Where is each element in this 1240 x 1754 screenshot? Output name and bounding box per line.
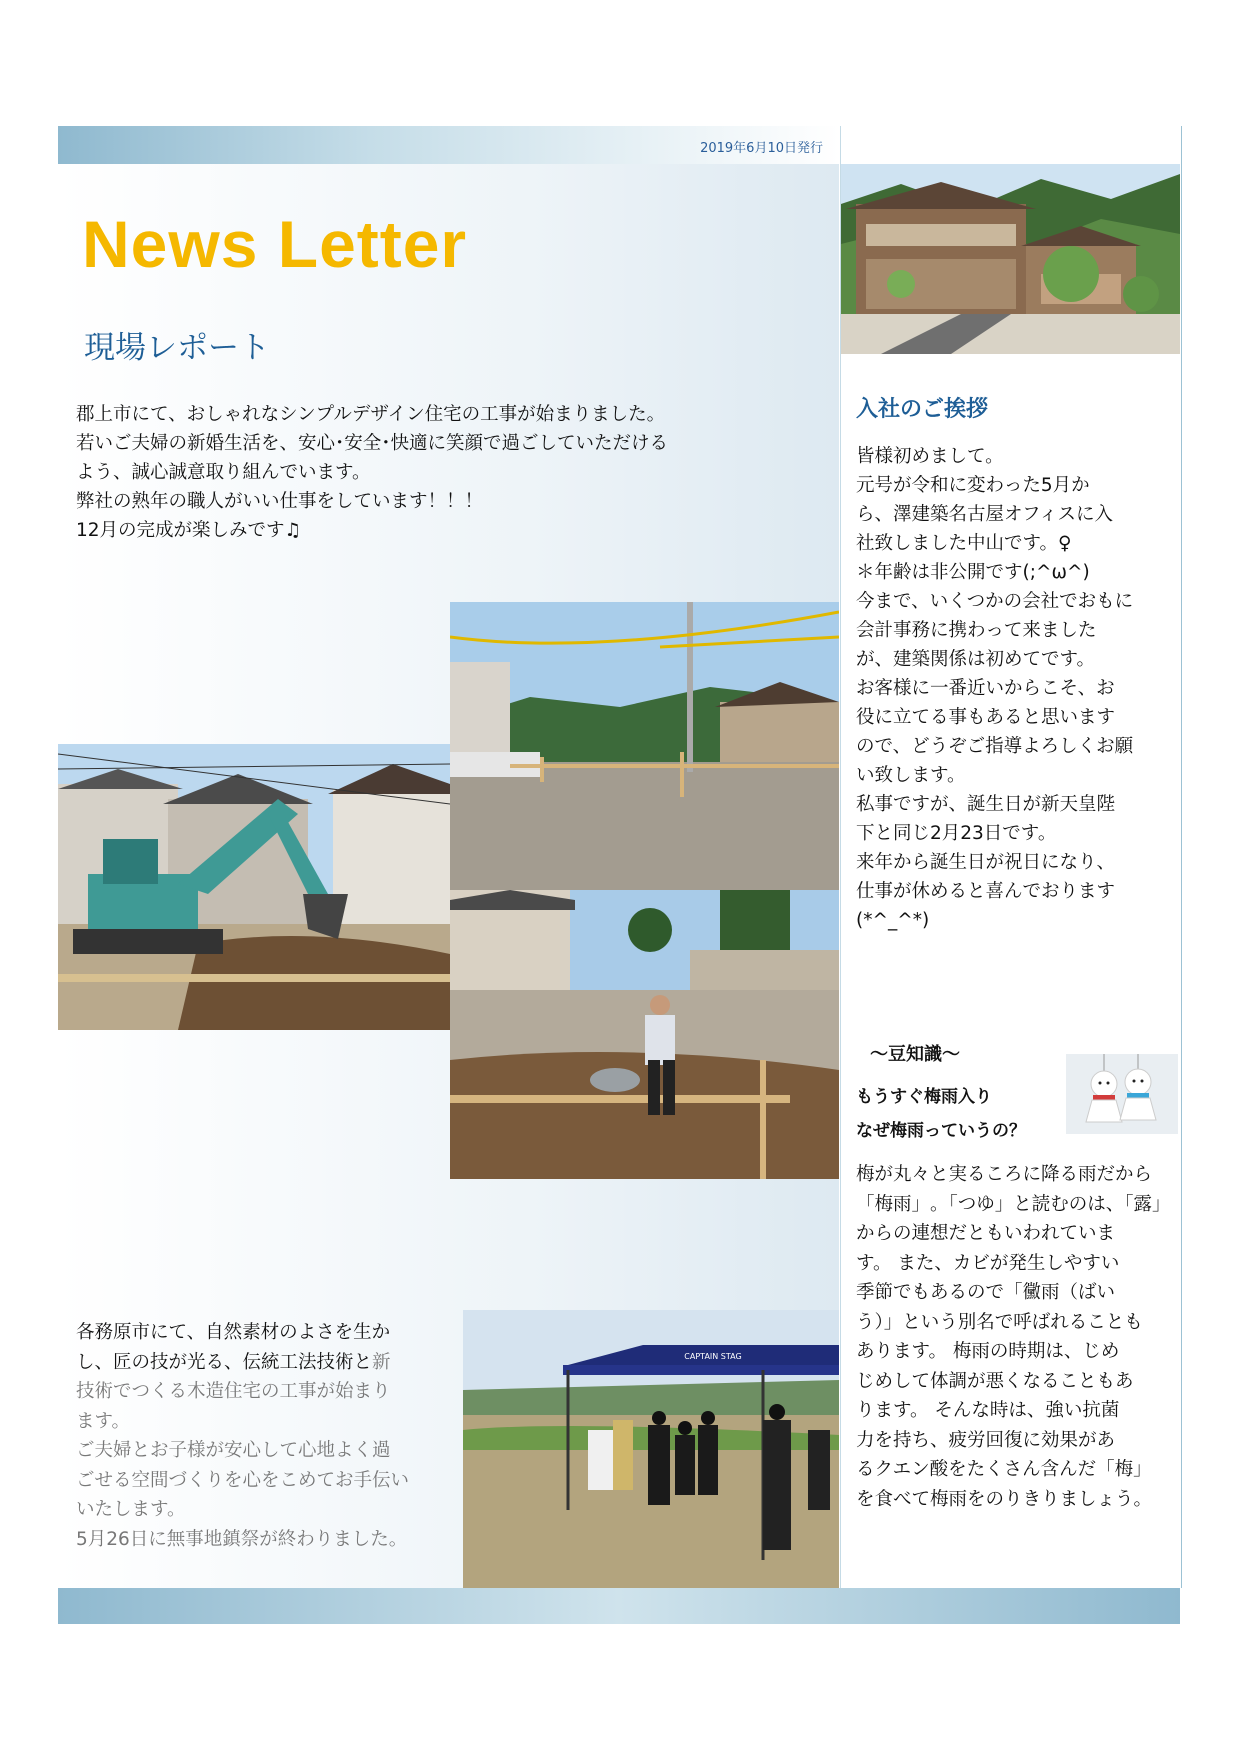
trivia-question-2: なぜ梅雨っていうの？ bbox=[856, 1121, 1026, 1141]
greeting-line: 社致しました中山です。♀ bbox=[856, 533, 1072, 554]
intro-text bbox=[76, 400, 796, 545]
intro-line: よう、誠心誠意取り組んでいます。 bbox=[76, 462, 371, 483]
report-line bbox=[76, 1348, 452, 1378]
greeting-line: 役に立てる事もあると思います bbox=[856, 707, 1116, 728]
greeting-line: 元号が令和に変わった5月か bbox=[856, 475, 1090, 496]
greeting-line: が、建築関係は初めてです。 bbox=[856, 649, 1096, 670]
report-line: ごせる空間づくりを心をこめてお手伝い bbox=[76, 1469, 410, 1491]
section-title: 現場レポート bbox=[84, 330, 270, 366]
greeting-line: 仕事が休めると喜んでおります bbox=[856, 881, 1116, 902]
report-line: 各務原市にて、自然素材のよさを生か bbox=[76, 1322, 391, 1343]
greeting-line: ので、どうぞご指導よろしくお願 bbox=[856, 736, 1134, 757]
greeting-line: 会計事務に携わって来ました bbox=[856, 620, 1097, 641]
trivia-line: ります。 そんな時は、強い抗菌 bbox=[856, 1400, 1120, 1421]
footer-bar bbox=[58, 1588, 1180, 1624]
greeting-line: 来年から誕生日が祝日になり、 bbox=[856, 852, 1116, 873]
greeting-heading: 入社のご挨拶 bbox=[856, 397, 989, 422]
trivia-line: 力を持ち、疲労回復に効果があ bbox=[856, 1429, 1116, 1451]
trivia-line: す。 また、カビが発生しやすい bbox=[856, 1252, 1120, 1274]
greeting-line: い致します。 bbox=[856, 765, 966, 786]
greeting-line: 皆様初めまして。 bbox=[856, 446, 1004, 467]
tent-brand-label: CAPTAIN STAG bbox=[684, 1352, 742, 1361]
report-line: 技術でつくる木造住宅の工事が始まり bbox=[76, 1381, 391, 1402]
report-line-dark: し、匠の技が光る、伝統工法技術と bbox=[76, 1351, 373, 1373]
trivia-line: 「梅雨」｡「つゆ」と読むのは、「露」 bbox=[856, 1193, 1171, 1215]
intro-line: 郡上市にて、おしゃれなシンプルデザイン住宅の工事が始まりました。 bbox=[76, 404, 666, 425]
trivia-question-1: もうすぐ梅雨入り bbox=[856, 1087, 992, 1107]
trivia-line: 季節でもあるので「黴雨（ばい bbox=[856, 1282, 1116, 1303]
greeting-line: 今まで、いくつかの会社でおもに bbox=[856, 591, 1134, 612]
greeting-line: ＊年齢は非公開です(;^ω^) bbox=[856, 562, 1090, 583]
teru-teru-bozu-photo bbox=[1066, 1054, 1178, 1134]
report-line-gray-inline: 新 bbox=[372, 1351, 391, 1373]
construction-lot-photo bbox=[450, 602, 839, 890]
greeting-line: (*^_^*) bbox=[856, 910, 930, 931]
greeting-line: ら、澤建築名古屋オフィスに入 bbox=[856, 504, 1113, 525]
trivia-line: あります。 梅雨の時期は、じめ bbox=[856, 1341, 1120, 1362]
greeting-line: お客様に一番近いからこそ、お bbox=[856, 678, 1115, 699]
report-line: ます。 bbox=[76, 1410, 131, 1432]
trivia-line: からの連想だともいわれていま bbox=[856, 1223, 1116, 1244]
newsletter-title: News Letter bbox=[82, 207, 468, 281]
trivia-line: う）」という別名で呼ばれることも bbox=[856, 1311, 1143, 1333]
header-bar bbox=[58, 126, 839, 164]
report-line: 5月26日に無事地鎮祭が終わりました。 bbox=[76, 1528, 408, 1550]
excavator-photo bbox=[58, 744, 450, 1030]
intro-line: 12月の完成が楽しみです♫ bbox=[76, 520, 302, 541]
report-line: いたします。 bbox=[76, 1499, 186, 1520]
house-photo bbox=[841, 164, 1180, 354]
trivia-line: じめして体調が悪くなることもあ bbox=[856, 1370, 1134, 1392]
greeting-line: 私事ですが、誕生日が新天皇陛 bbox=[856, 794, 1116, 815]
trivia-line: を食べて梅雨をのりきりましょう。 bbox=[856, 1488, 1153, 1510]
intro-line: 若いご夫婦の新婚生活を、安心･安全･快適に笑顔で過ごしていただける bbox=[76, 433, 669, 454]
trivia-line: るクエン酸をたくさん含んだ「梅」 bbox=[856, 1459, 1152, 1480]
intro-line: 弊社の熟年の職人がいい仕事をしています！！！ bbox=[76, 491, 484, 512]
trivia-heading: ～豆知識～ bbox=[870, 1044, 960, 1065]
trivia-line: 梅が丸々と実るころに降る雨だから bbox=[856, 1164, 1153, 1185]
report-line: ご夫婦とお子様が安心して心地よく過 bbox=[76, 1440, 391, 1461]
trivia-text bbox=[856, 1160, 1178, 1514]
kakamigahara-report-text bbox=[76, 1318, 452, 1554]
publish-date: 2019年6月10日発行 bbox=[700, 141, 823, 156]
groundbreaking-ceremony-photo bbox=[463, 1310, 839, 1588]
greeting-text bbox=[856, 442, 1174, 935]
worker-shoveling-photo bbox=[450, 890, 839, 1179]
greeting-line: 下と同じ2月23日です。 bbox=[856, 823, 1057, 844]
